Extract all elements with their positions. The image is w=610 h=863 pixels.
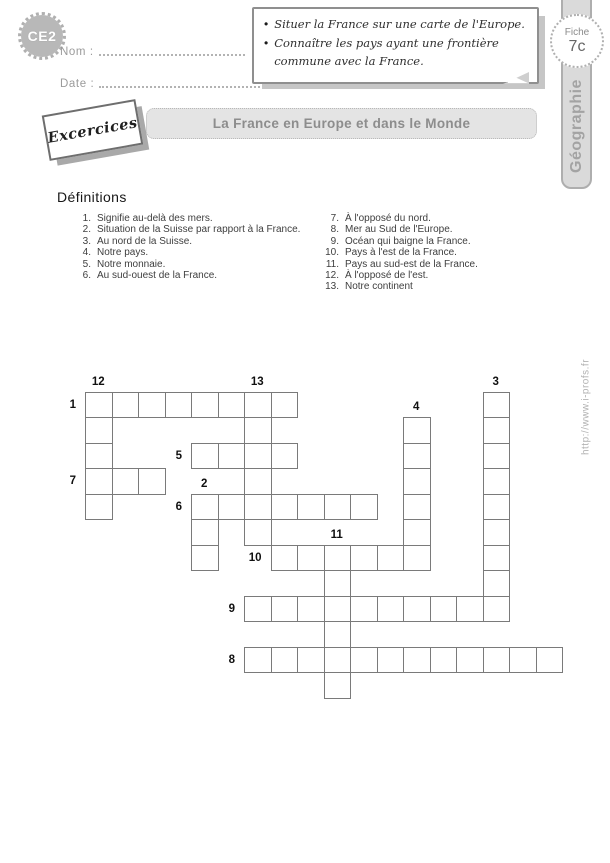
crossword-cell — [350, 647, 378, 674]
definition-item — [322, 259, 566, 270]
definition-text: À l'opposé du nord. — [345, 213, 431, 224]
crossword-cell — [350, 494, 378, 521]
level-badge — [18, 12, 66, 60]
definition-number: 13. — [325, 281, 339, 293]
clue-number-7: 7 — [69, 475, 76, 487]
worksheet-title: La France en Europe et dans le Monde — [212, 116, 471, 131]
crossword-cell — [85, 392, 113, 419]
definition-number: 8. — [330, 224, 339, 236]
crossword-cell — [483, 545, 511, 572]
objectives-list — [262, 16, 529, 70]
clue-number-2: 2 — [201, 477, 208, 490]
crossword-cell — [297, 494, 325, 521]
crossword-cell — [244, 443, 272, 470]
definitions-right — [322, 213, 566, 293]
crossword-cell — [112, 392, 140, 419]
crossword-cell — [218, 494, 246, 521]
definition-item — [322, 281, 566, 292]
crossword-cell — [483, 647, 511, 674]
definition-item — [74, 259, 330, 270]
crossword-cell — [297, 596, 325, 623]
clue-number-11: 11 — [330, 528, 343, 541]
crossword-cell — [85, 468, 113, 495]
definition-item — [74, 247, 330, 258]
crossword-cell — [271, 494, 299, 521]
crossword-cell — [403, 596, 431, 623]
definition-text: Situation de la Suisse par rapport à la France. — [97, 224, 301, 236]
definition-number: 2. — [82, 224, 91, 236]
worksheet-title-bar — [146, 108, 537, 139]
crossword-cell — [138, 392, 166, 419]
definition-number: 10. — [325, 247, 339, 259]
definition-number: 6. — [82, 270, 91, 282]
crossword-cell — [244, 494, 272, 521]
crossword-cell — [509, 647, 537, 674]
crossword-cell — [271, 647, 299, 674]
crossword-cell — [324, 647, 352, 674]
crossword-cell — [403, 519, 431, 546]
definition-text: Pays à l'est de la France. — [345, 247, 457, 259]
crossword-cell — [85, 417, 113, 444]
crossword-cell — [191, 443, 219, 470]
clue-number-9: 9 — [228, 602, 235, 615]
clue-number-3: 3 — [492, 375, 499, 388]
crossword-cell — [403, 494, 431, 521]
fiche-label: Fiche — [564, 27, 590, 38]
crossword-cell — [324, 672, 352, 699]
crossword-cell — [483, 417, 511, 444]
crossword-cell — [112, 468, 140, 495]
crossword-cell — [403, 417, 431, 444]
definition-item — [322, 247, 566, 258]
subject-tab-label: Géographie — [567, 79, 585, 173]
bullet-icon: • — [264, 35, 269, 50]
definition-item — [74, 270, 330, 281]
crossword-cell — [191, 545, 219, 572]
crossword-cell — [244, 647, 272, 674]
crossword-cell — [403, 468, 431, 495]
crossword-cell — [324, 494, 352, 521]
clue-number-12: 12 — [91, 375, 105, 388]
crossword-cell — [324, 545, 352, 572]
crossword-cell — [324, 621, 352, 648]
definition-item — [74, 224, 330, 235]
crossword-cell — [536, 647, 564, 674]
definition-number: 9. — [330, 235, 339, 247]
crossword-cell — [483, 443, 511, 470]
definition-number: 12. — [325, 270, 339, 282]
crossword-cell — [218, 443, 246, 470]
objective-item — [262, 16, 529, 34]
definition-text: À l'opposé de l'est. — [345, 270, 429, 282]
crossword-cell — [483, 519, 511, 546]
crossword-cell — [244, 596, 272, 623]
clue-number-5: 5 — [175, 449, 182, 462]
crossword-cell — [430, 647, 458, 674]
crossword-cell — [191, 494, 219, 521]
definitions-left — [74, 213, 330, 281]
crossword-cell — [350, 545, 378, 572]
exercices-label: Excercices — [46, 113, 139, 147]
crossword-cell — [456, 647, 484, 674]
fiche-badge — [550, 14, 604, 68]
crossword-cell — [483, 596, 511, 623]
crossword-cell — [377, 545, 405, 572]
date-label: Date : — [60, 78, 95, 90]
definition-text: Notre monnaie. — [97, 258, 166, 270]
crossword-cell — [324, 570, 352, 597]
definition-number: 11. — [325, 258, 339, 270]
definitions-heading: Définitions — [57, 189, 127, 205]
definition-item — [322, 236, 566, 247]
clue-number-6: 6 — [175, 500, 182, 513]
crossword-cell — [218, 392, 246, 419]
clue-number-1: 1 — [69, 398, 76, 411]
crossword-cell — [297, 647, 325, 674]
definition-text: Notre pays. — [97, 247, 149, 259]
definition-item — [74, 236, 330, 247]
definition-text: Au nord de la Suisse. — [97, 235, 193, 247]
definition-text: Mer au Sud de l'Europe. — [345, 224, 453, 236]
name-dotted-line — [99, 44, 245, 56]
definition-number: 3. — [82, 235, 91, 247]
crossword-grid — [69, 375, 565, 702]
clue-number-10: 10 — [248, 551, 262, 564]
definition-text: Pays au sud-est de la France. — [345, 258, 478, 270]
level-badge-text: CE2 — [27, 28, 57, 44]
definition-number: 5. — [82, 258, 91, 270]
crossword-cell — [85, 443, 113, 470]
definition-text: Notre continent — [345, 281, 413, 293]
definition-number: 1. — [82, 213, 91, 224]
crossword-cell — [85, 494, 113, 521]
crossword-cell — [324, 596, 352, 623]
crossword-cell — [271, 443, 299, 470]
crossword-cell — [191, 392, 219, 419]
bullet-icon: • — [264, 17, 269, 31]
crossword-cell — [191, 519, 219, 546]
crossword-cell — [403, 545, 431, 572]
definition-number: 4. — [82, 247, 91, 259]
crossword-cell — [271, 596, 299, 623]
definition-text: Océan qui baigne la France. — [345, 235, 471, 247]
crossword-cell — [483, 392, 511, 419]
website-url: http://www.i-profs.fr — [580, 358, 592, 456]
exercices-card — [42, 99, 144, 161]
crossword-cell — [483, 570, 511, 597]
name-label: Nom : — [60, 46, 94, 58]
objective-text: Connaître les pays ayant une frontière commune avec la France. — [274, 35, 499, 68]
crossword-cell — [244, 417, 272, 444]
crossword-cell — [350, 596, 378, 623]
crossword-cell — [244, 519, 272, 546]
page-curl-highlight — [508, 74, 528, 83]
clue-number-13: 13 — [250, 375, 264, 388]
clue-number-4: 4 — [413, 401, 420, 413]
crossword-cell — [138, 468, 166, 495]
crossword-cell — [244, 392, 272, 419]
crossword-cell — [377, 596, 405, 623]
clue-number-8: 8 — [228, 653, 235, 666]
definition-item — [322, 224, 566, 235]
definition-item — [74, 213, 330, 224]
crossword-cell — [165, 392, 193, 419]
name-field — [60, 44, 245, 58]
fiche-number: 7c — [568, 38, 586, 55]
definition-text: Signifie au-delà des mers. — [97, 213, 213, 224]
crossword-cell — [271, 392, 299, 419]
crossword-cell — [297, 545, 325, 572]
crossword-cell — [403, 647, 431, 674]
crossword-cell — [244, 468, 272, 495]
definition-item — [322, 213, 566, 224]
crossword-cell — [483, 468, 511, 495]
crossword-cell — [377, 647, 405, 674]
crossword-cell — [483, 494, 511, 521]
definition-item — [322, 270, 566, 281]
objective-text: Situer la France sur une carte de l'Europe. — [274, 17, 525, 31]
objective-item — [262, 35, 529, 71]
crossword-cell — [403, 443, 431, 470]
definition-text: Au sud-ouest de la France. — [97, 270, 218, 282]
objectives-note — [252, 7, 539, 84]
crossword-cell — [456, 596, 484, 623]
definition-number: 7. — [330, 213, 339, 224]
crossword-cell — [430, 596, 458, 623]
crossword-cell — [271, 545, 299, 572]
